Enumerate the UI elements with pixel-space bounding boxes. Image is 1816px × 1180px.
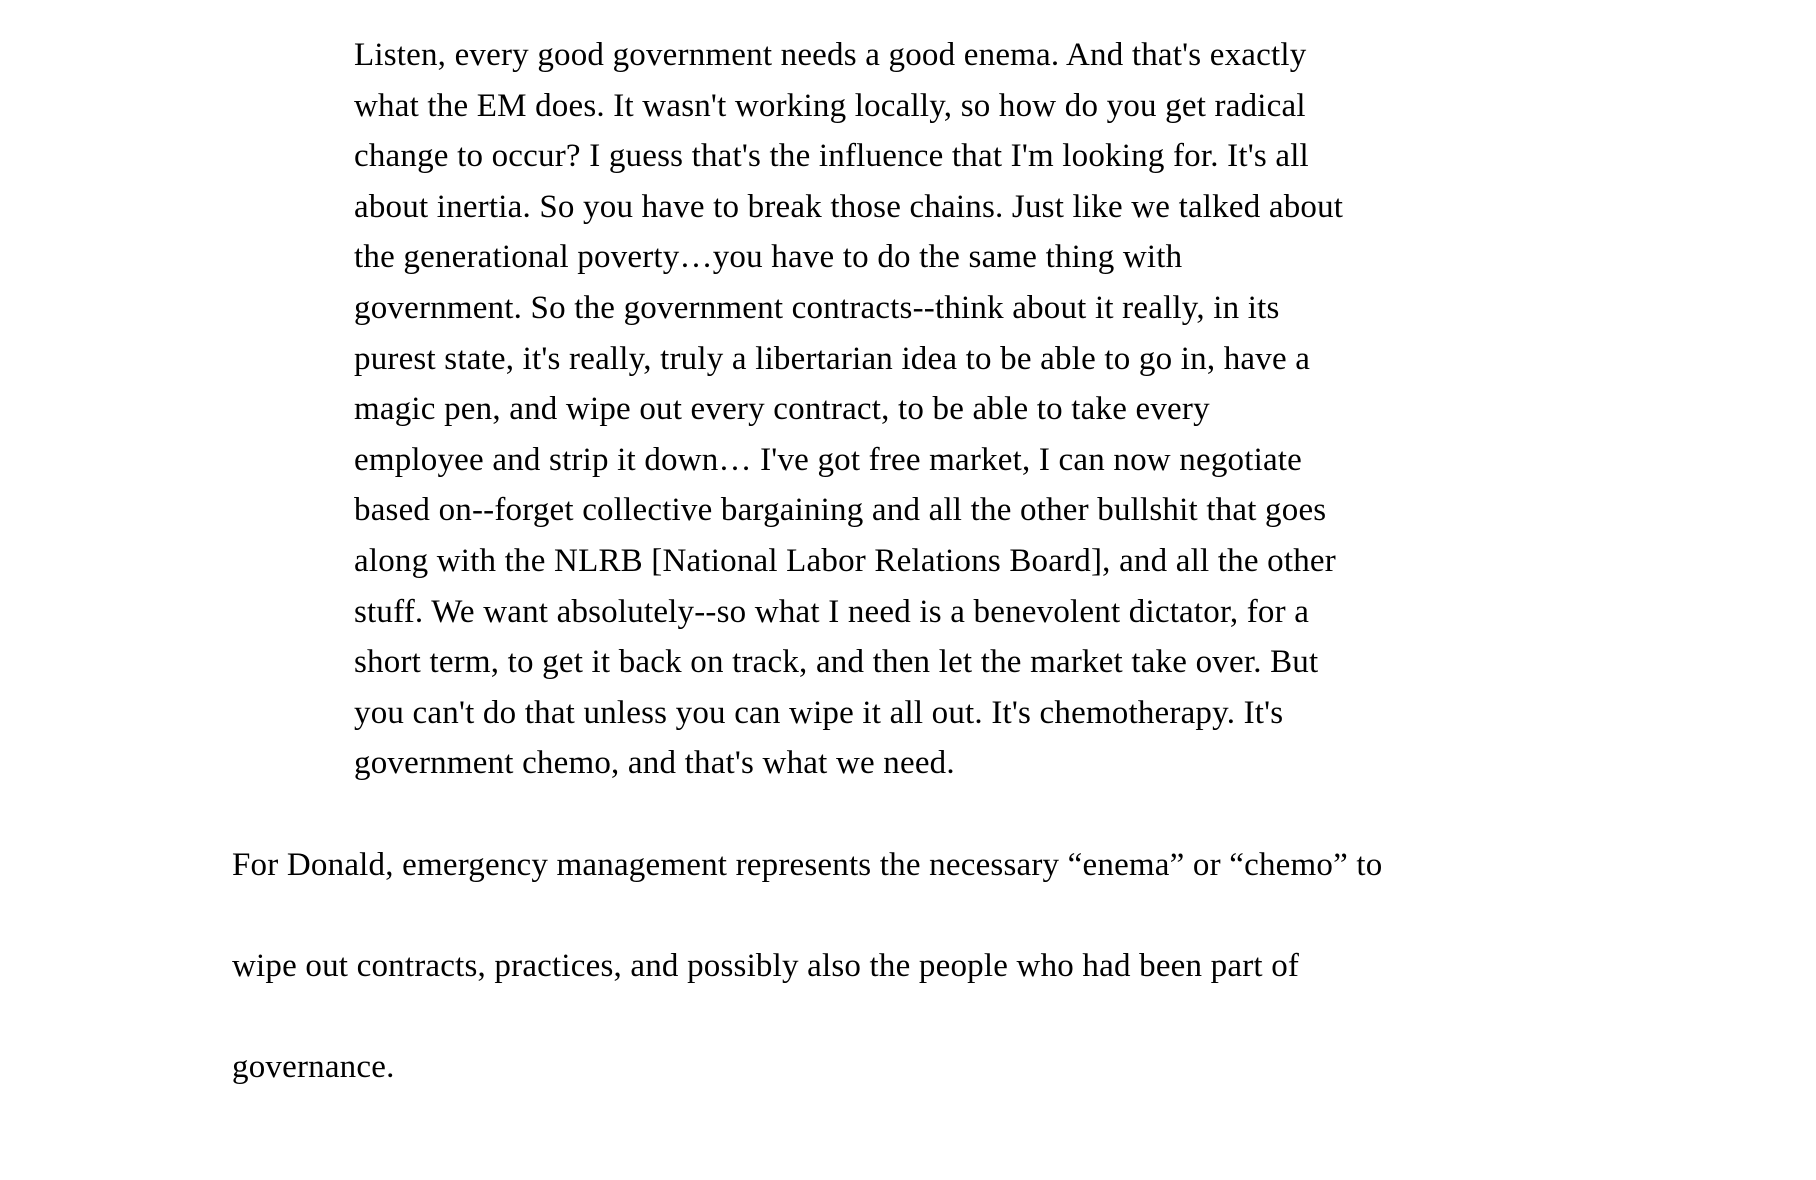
quote-line: purest state, it's really, truly a libertarian idea to be able to go in, have a [354, 340, 1311, 377]
paragraph-line: governance. [232, 1049, 395, 1085]
quote-line: government. So the government contracts--think about it really, in its [354, 289, 1280, 326]
quote-line: the generational poverty…you have to do the same thing with [354, 239, 1183, 276]
quote-line: about inertia. So you have to break those chains. Just like we talked about [354, 188, 1344, 225]
quote-line: short term, to get it back on track, and then let the market take over. But [354, 644, 1319, 681]
quote-line: employee and strip it down… I've got free market, I can now negotiate [354, 441, 1303, 478]
quote-line: change to occur? I guess that's the influence that I'm looking for. It's all [354, 138, 1309, 175]
quote-line: government chemo, and that's what we need. [354, 745, 955, 782]
block-quote [354, 30, 1343, 789]
quote-line: based on--forget collective bargaining and all the other bullshit that goes [354, 492, 1327, 529]
body-paragraph [232, 815, 1382, 1118]
quote-line: magic pen, and wipe out every contract, to be able to take every [354, 391, 1210, 428]
quote-line: stuff. We want absolutely--so what I need is a benevolent dictator, for a [354, 593, 1310, 630]
quote-line: along with the NLRB [National Labor Relations Board], and all the other [354, 542, 1336, 579]
quote-line: what the EM does. It wasn't working locally, so how do you get radical [354, 87, 1306, 124]
quote-line: you can't do that unless you can wipe it all out. It's chemotherapy. It's [354, 694, 1284, 731]
quote-line: Listen, every good government needs a good enema. And that's exactly [354, 37, 1307, 73]
paragraph-line: wipe out contracts, practices, and possibly also the people who had been part of [232, 948, 1300, 984]
paragraph-line: For Donald, emergency management represents the necessary “enema” or “chemo” to [232, 847, 1383, 883]
